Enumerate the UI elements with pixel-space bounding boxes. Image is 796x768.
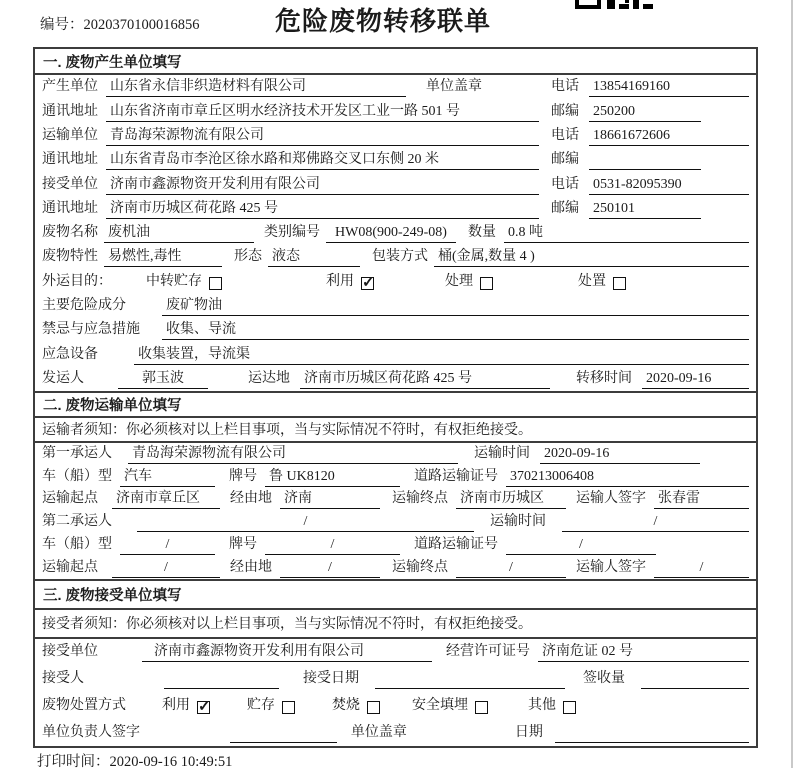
packing-method-field: 桶(金属,数量 4 ) (434, 247, 749, 267)
field-label: 发运人 (42, 370, 84, 386)
section-transporter-title: 二. 废物运输单位填写 (35, 391, 756, 418)
route-end-field: 济南市历城区 (456, 489, 566, 509)
field-label: 通讯地址 (42, 152, 98, 168)
road-license-2-field: / (506, 535, 656, 555)
print-time-label: 打印时间： (37, 754, 110, 768)
section-receiver (35, 579, 756, 746)
receiver-notice: 接受者须知：你必须核对以上栏目事项，当与实际情况不符时，有权拒绝接受。 (35, 610, 756, 639)
option-disposal-landfill (412, 696, 488, 716)
row-shipper (35, 367, 756, 391)
disposal-utilize-checkbox (197, 701, 210, 714)
emergency-equipment-field: 收集装置，导流渠 (134, 345, 749, 365)
acceptor-name-field (164, 669, 279, 689)
unit-seal-label: 单位盖章 (350, 724, 407, 740)
field-label: 接受日期 (303, 670, 359, 686)
field-label: 运输终点 (392, 491, 448, 507)
field-label: 应急设备 (42, 346, 98, 362)
serial-label: 编号： (40, 17, 84, 33)
destination-field: 济南市历城区荷花路 425 号 (300, 369, 550, 389)
disposal-store-checkbox (282, 701, 295, 714)
row-producer (35, 75, 756, 99)
field-label: 产生单位 (42, 79, 98, 95)
row-second-carrier (35, 511, 756, 534)
dispose-checkbox (613, 277, 626, 290)
page-edge-line (791, 0, 793, 768)
road-license-field: 370213006408 (506, 467, 749, 487)
transfer-time-field: 2020-09-16 (642, 369, 749, 389)
print-time (37, 750, 232, 768)
field-label: 第一承运人 (42, 445, 112, 461)
option-disposal-store (247, 696, 295, 716)
row-waste-properties (35, 245, 756, 269)
receiver-zip-field: 250101 (589, 199, 701, 219)
row-waste-name (35, 221, 756, 245)
transporter-notice: 运输者须知：你必须核对以上栏目事项，当与实际情况不符时，有权拒绝接受。 (35, 418, 756, 443)
unit-seal-label: 单位盖章 (426, 79, 482, 95)
field-label: 接受单位 (42, 644, 98, 660)
option-label: 利用 (326, 273, 354, 289)
option-transfer-storage (146, 272, 222, 292)
section-producer-title: 一. 废物产生单位填写 (35, 49, 756, 75)
transporter-name-field: 青岛海荣源物流有限公司 (106, 126, 539, 146)
row-disposal-method (35, 692, 756, 719)
option-label: 中转贮存 (146, 273, 202, 289)
utilize-checkbox (361, 277, 374, 290)
transport-time-field: 2020-09-16 (540, 444, 700, 464)
transporter-zip-field (589, 150, 701, 170)
carrier-signature-field: 张春雷 (654, 489, 749, 509)
receiver-address-field: 济南市历城区荷花路 425 号 (106, 199, 539, 219)
field-label: 运输终点 (392, 559, 448, 575)
shipper-name-field: 郭玉波 (118, 369, 208, 389)
option-disposal-utilize (162, 696, 210, 716)
option-label: 其他 (528, 697, 556, 713)
field-label: 运输人签字 (576, 559, 646, 575)
plate-number-field: 鲁 UK8120 (265, 467, 400, 487)
waste-name-field: 废机油 (104, 223, 254, 243)
option-label: 利用 (162, 697, 190, 713)
row-first-carrier (35, 443, 756, 466)
waste-property-field: 易燃性,毒性 (104, 247, 222, 267)
producer-zip-field: 250200 (589, 102, 701, 122)
waste-form-field: 液态 (268, 247, 360, 267)
operation-license-field: 济南危证 02 号 (538, 642, 749, 662)
field-label: 主要危险成分 (42, 297, 126, 313)
receiver-phone-field: 0531-82095390 (589, 175, 749, 195)
responsible-signature-field (230, 723, 337, 743)
serial-value: 2020370100016856 (83, 17, 200, 33)
vehicle-type-field: 汽车 (120, 467, 215, 487)
sign-date-field (555, 723, 749, 743)
taboo-measures-field: 收集、导流 (162, 320, 749, 340)
waste-quantity-field: 0.8 吨 (504, 223, 749, 243)
print-time-value: 2020-09-16 10:49:51 (109, 754, 233, 768)
field-label: 运输单位 (42, 127, 98, 143)
field-label: 运输起点 (42, 491, 98, 507)
producer-address-field: 山东省济南市章丘区明水经济技术开发区工业一路 501 号 (106, 102, 539, 122)
field-label: 电话 (551, 176, 579, 192)
field-label: 数量 (468, 225, 496, 241)
row-hazard-components (35, 294, 756, 318)
route-start-field: 济南市章丘区 (112, 489, 220, 509)
field-label: 运输人签字 (576, 491, 646, 507)
route-via-2-field: / (280, 558, 380, 578)
option-label: 贮存 (247, 697, 275, 713)
option-treat (445, 272, 493, 292)
field-label: 外运目的： (42, 273, 112, 289)
disposal-incinerate-checkbox (367, 701, 380, 714)
option-disposal-incinerate (332, 696, 380, 716)
row-vehicle-2 (35, 534, 756, 557)
row-emergency-equipment (35, 342, 756, 366)
field-label: 电话 (551, 79, 579, 95)
field-label: 邮编 (551, 152, 579, 168)
hazard-components-field: 废矿物油 (162, 296, 749, 316)
option-label: 安全填埋 (412, 697, 468, 713)
option-label: 焚烧 (332, 697, 360, 713)
transporter-phone-field: 18661672606 (589, 126, 749, 146)
field-label: 日期 (514, 724, 543, 740)
field-label: 单位负责人签字 (42, 724, 140, 740)
row-responsible-signature (35, 719, 756, 746)
received-quantity-field (641, 669, 749, 689)
row-receiver-address (35, 197, 756, 221)
row-shipping-purpose (35, 270, 756, 294)
field-label: 包装方式 (372, 249, 428, 265)
field-label: 道路运输证号 (414, 468, 498, 484)
field-label: 接受人 (42, 670, 84, 686)
field-label: 运输起点 (42, 559, 98, 575)
treat-checkbox (480, 277, 493, 290)
waste-code-field: HW08(900-249-08) (326, 223, 456, 243)
form-box (33, 47, 758, 748)
vehicle-type-2-field: / (120, 535, 215, 555)
field-label: 转移时间 (576, 370, 632, 386)
disposal-other-checkbox (563, 701, 576, 714)
transfer-storage-checkbox (209, 277, 222, 290)
route-via-field: 济南 (280, 489, 380, 509)
row-route-2 (35, 556, 756, 579)
producer-name-field: 山东省永信非织造材料有限公司 (106, 77, 406, 97)
field-label: 废物名称 (42, 225, 98, 241)
field-label: 运输时间 (474, 445, 530, 461)
field-label: 邮编 (551, 103, 579, 119)
field-label: 车（船）型 (42, 468, 112, 484)
field-label: 运输时间 (490, 514, 546, 530)
field-label: 运达地 (248, 370, 290, 386)
section-producer (35, 49, 756, 391)
field-label: 经营许可证号 (446, 644, 530, 660)
row-receiver (35, 172, 756, 196)
field-label: 废物处置方式 (42, 697, 126, 713)
qr-code-fragment-icon (575, 0, 653, 9)
row-transporter-address (35, 148, 756, 172)
page-title: 危险废物转移联单 (274, 6, 491, 36)
option-utilize (326, 272, 374, 292)
route-start-2-field: / (112, 558, 220, 578)
field-label: 邮编 (551, 200, 579, 216)
field-label: 牌号 (229, 536, 257, 552)
field-label: 通讯地址 (42, 200, 98, 216)
row-transporter (35, 124, 756, 148)
row-taboo-measures (35, 318, 756, 342)
second-carrier-field: / (137, 512, 474, 532)
field-label: 牌号 (229, 468, 257, 484)
field-label: 禁忌与应急措施 (42, 322, 140, 338)
section-receiver-title: 三. 废物接受单位填写 (35, 579, 756, 610)
section-transporter (35, 391, 756, 579)
option-disposal-other (528, 696, 576, 716)
receiver-name-field: 济南市鑫源物资开发利用有限公司 (106, 175, 539, 195)
field-label: 车（船）型 (42, 536, 112, 552)
disposal-landfill-checkbox (475, 701, 488, 714)
field-label: 第二承运人 (42, 514, 112, 530)
accept-unit-field: 济南市鑫源物资开发利用有限公司 (142, 642, 432, 662)
option-dispose (578, 272, 626, 292)
row-route-1 (35, 488, 756, 511)
field-label: 道路运输证号 (414, 536, 498, 552)
field-label: 类别编号 (264, 225, 320, 241)
field-label: 经由地 (230, 491, 272, 507)
row-acceptor (35, 665, 756, 692)
transporter-address-field: 山东省青岛市李沧区徐水路和郑佛路交叉口东侧 20 米 (106, 150, 539, 170)
field-label: 签收量 (583, 670, 625, 686)
carrier-signature-2-field: / (654, 558, 749, 578)
field-label: 经由地 (230, 559, 272, 575)
option-label: 处置 (578, 273, 606, 289)
route-end-2-field: / (456, 558, 566, 578)
row-producer-address (35, 100, 756, 124)
producer-phone-field: 13854169160 (589, 77, 749, 97)
field-label: 电话 (551, 127, 579, 143)
plate-number-2-field: / (265, 535, 400, 555)
option-label: 处理 (445, 273, 473, 289)
field-label: 废物特性 (42, 249, 98, 265)
row-accept-unit (35, 639, 756, 666)
field-label: 接受单位 (42, 176, 98, 192)
field-label: 通讯地址 (42, 103, 98, 119)
row-vehicle-1 (35, 465, 756, 488)
accept-date-field (375, 669, 565, 689)
first-carrier-field: 青岛海荣源物流有限公司 (128, 444, 458, 464)
field-label: 形态 (234, 249, 262, 265)
transport-time-2-field: / (562, 512, 749, 532)
